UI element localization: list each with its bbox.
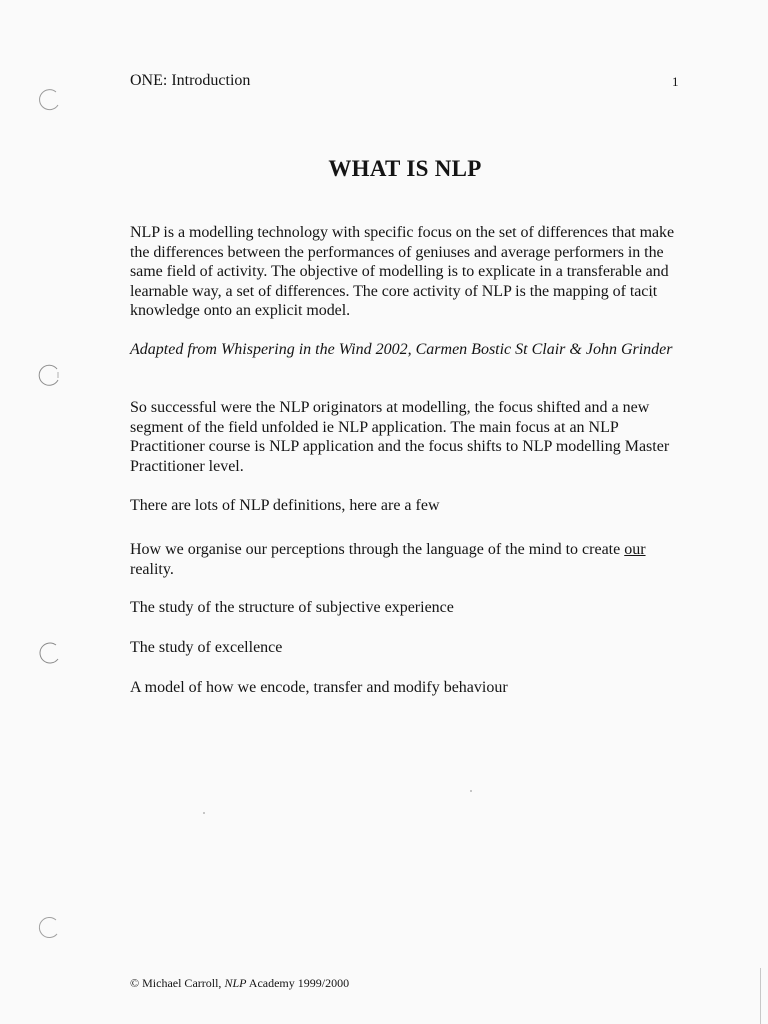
scan-speck [470,790,472,792]
footer-org: NLP [224,976,247,990]
page-title: WHAT IS NLP [328,156,482,181]
scan-speck [203,812,205,814]
source-attribution: Adapted from Whispering in the Wind 2002, Carmen Bostic St Clair & John Grinder [130,341,673,358]
punch-hole-mark [36,914,62,940]
page-number: 1 [672,74,679,89]
scan-edge-line [760,968,761,1024]
footer-copyright [130,976,349,991]
definition-item: The study of the structure of subjective experience [130,599,454,616]
intro-paragraph: NLP is a modelling technology with specific focus on the set of differences that make the differences between the performances of geniuses and average performers in the same field of activity. The objective of modelling is to explicate in a transferable and learnable way, a set of differences. The core activity of NLP is the mapping of tacit knowledge onto an explicit model. [130,224,675,319]
definition-text: How we organise our perceptions through the language of the mind to create [130,541,625,558]
chapter-heading: ONE: Introduction [130,72,251,89]
footer-rest: Academy 1999/2000 [246,976,350,990]
copyright-text: © Michael Carroll, [130,976,225,990]
underlined-word: our [624,541,646,558]
originators-paragraph: So successful were the NLP originators at modelling, the focus shifted and a new segment of the field unfolded ie NLP application. The main focus at an NLP Practitioner course is NLP application and the focus shifts to NLP modelling Master Practitioner level. [130,399,670,475]
definitions-intro: There are lots of NLP definitions, here are a few [130,497,440,514]
punch-hole-mark [36,640,62,666]
definition-text: reality. [130,560,174,578]
definition-item: A model of how we encode, transfer and modify behaviour [130,679,508,696]
punch-hole-mark [36,86,62,112]
definition-item: The study of excellence [130,639,283,656]
definition-item [130,540,690,579]
punch-hole-mark [36,362,62,388]
